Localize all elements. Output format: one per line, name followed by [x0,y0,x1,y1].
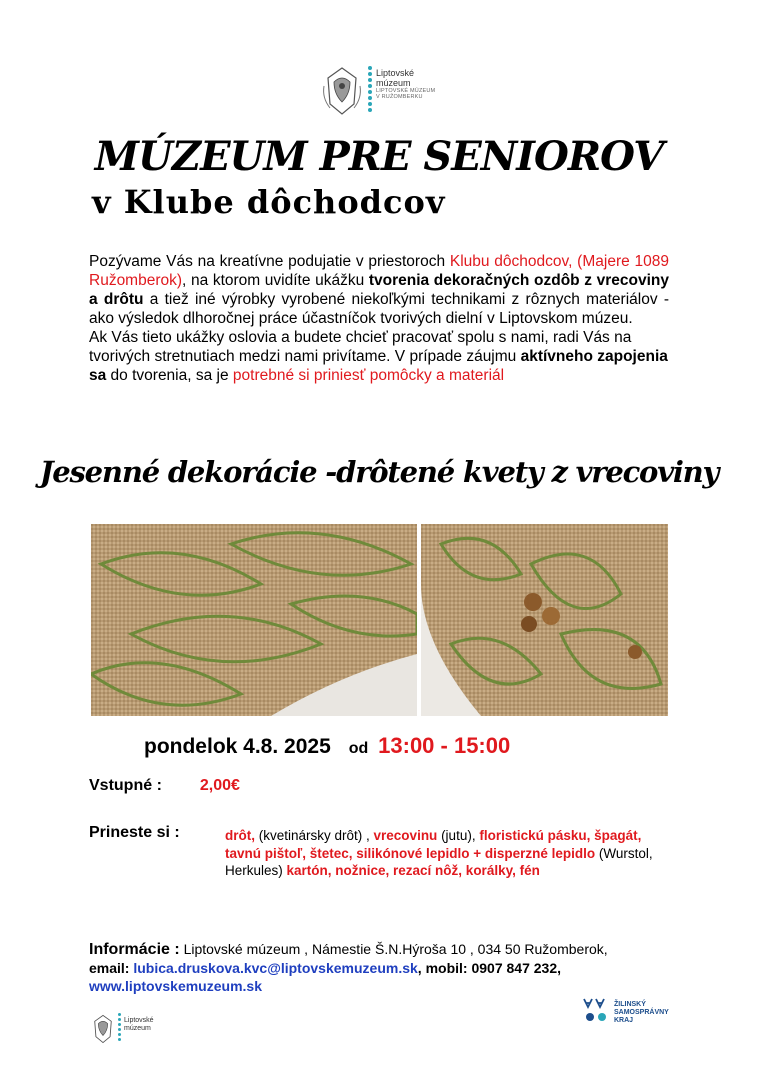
region-crest-icon [580,995,612,1027]
intro-text-part: , na ktorom uvidíte ukážku [182,272,369,289]
event-from: od [348,740,369,757]
workshop-topic: tvorenia dekoračných ozdôb z vrecoviny a drôtu [89,272,669,308]
bring-note: (kvetinársky drôt) , [255,828,374,843]
bring-item: floristickú pásku, špagát, tavnú pištoľ, štetec, silikónové lepidlo + disperzné lepidlo [225,828,642,861]
event-date: pondelok 4.8. 2025 [144,735,331,758]
bring-note: (jutu), [437,828,480,843]
bring-item: kartón, nožnice, rezací nôž, korálky, fén [286,863,540,878]
contact-info [89,940,689,995]
crest-icon [320,64,364,118]
email-link[interactable]: lubica.druskova.kvc@liptovskemuzeum.sk [133,960,418,976]
info-address-line [89,940,689,959]
crest-icon [90,1011,116,1047]
logo-name-line2: múzeum [376,78,411,88]
zsk-line2: SAMOSPRÁVNY [614,1009,669,1016]
photo-burlap-leaves [91,524,417,716]
page-title: MÚZEUM PRE SENIOROV [94,133,664,180]
zsk-line3: KRAJ [614,1017,634,1024]
intro-text-part: Pozývame Vás na kreatívne podujatie v priestoroch [89,253,450,270]
logo-name-line1: Liptovské [376,68,415,78]
bring-item: vrecovinu [373,828,438,843]
bring-item: drôt, [225,828,255,843]
workshop-title: Jesenné dekorácie -drôtené kvety z vrecoviny [39,455,719,489]
intro-text-part: do tvorenia, sa je [106,367,233,384]
info-address: Liptovské múzeum , Námestie Š.N.Hýroša 10 , 034 50 Ružomberok, [179,941,608,957]
museum-logo [320,64,460,120]
zilina-region-logo [580,993,670,1029]
website-link[interactable]: www.liptovskemuzeum.sk [89,978,262,994]
logo-dots [118,1013,121,1045]
bring-label: Prineste si : [89,824,180,841]
fee-label: Vstupné : [89,777,162,794]
intro-paragraph-2 [89,328,669,385]
logo-dots [368,66,372,114]
logo-name-line1: Liptovské [124,1017,154,1024]
page-subtitle: v Klube dôchodcov [92,183,446,221]
museum-logo-small [90,1011,170,1051]
fee-price: 2,00€ [199,777,240,794]
zsk-line1: ŽILINSKÝ [614,1001,646,1008]
info-contact-line [89,959,689,977]
materials-note: potrebné si priniesť pomôcky a materiál [232,367,505,384]
logo-name-line2: múzeum [124,1025,151,1032]
mobile: , mobil: 0907 847 232, [417,960,561,976]
photo-burlap-flower [421,524,668,716]
club-address: Klubu dôchodcov, (Majere 1089 Ružomberok) [89,253,669,289]
participation-note: aktívneho zapojenia sa [89,348,668,384]
info-label: Informácie : [89,941,180,958]
intro-text [89,252,669,385]
bring-list [225,827,670,880]
email-label: email: [89,960,134,976]
bring-note: (Wurstol, Herkules) [225,845,653,878]
logo-sub-line2: V RUŽOMBERKU [376,94,423,100]
event-time: 13:00 - 15:00 [378,733,511,758]
intro-text-part: Ak Vás tieto ukážky oslovia a budete chcieť pracovať spolu s nami, radi Vás na tvorivých stretnutiach medzi nami privítame. V prípade záujmu [89,329,632,365]
logo-sub-line1: LIPTOVSKÉ MÚZEUM [376,88,436,94]
intro-paragraph-1 [89,252,669,328]
entry-fee [89,777,240,795]
event-date-line [144,733,510,759]
intro-text-part: a tiež iné výrobky vyrobené niekoľkými technikami z rôznych materiálov - ako výsledok dlhoročnej práce účastníčok tvorivých dielní v Liptovskom múzeu. [89,291,669,327]
